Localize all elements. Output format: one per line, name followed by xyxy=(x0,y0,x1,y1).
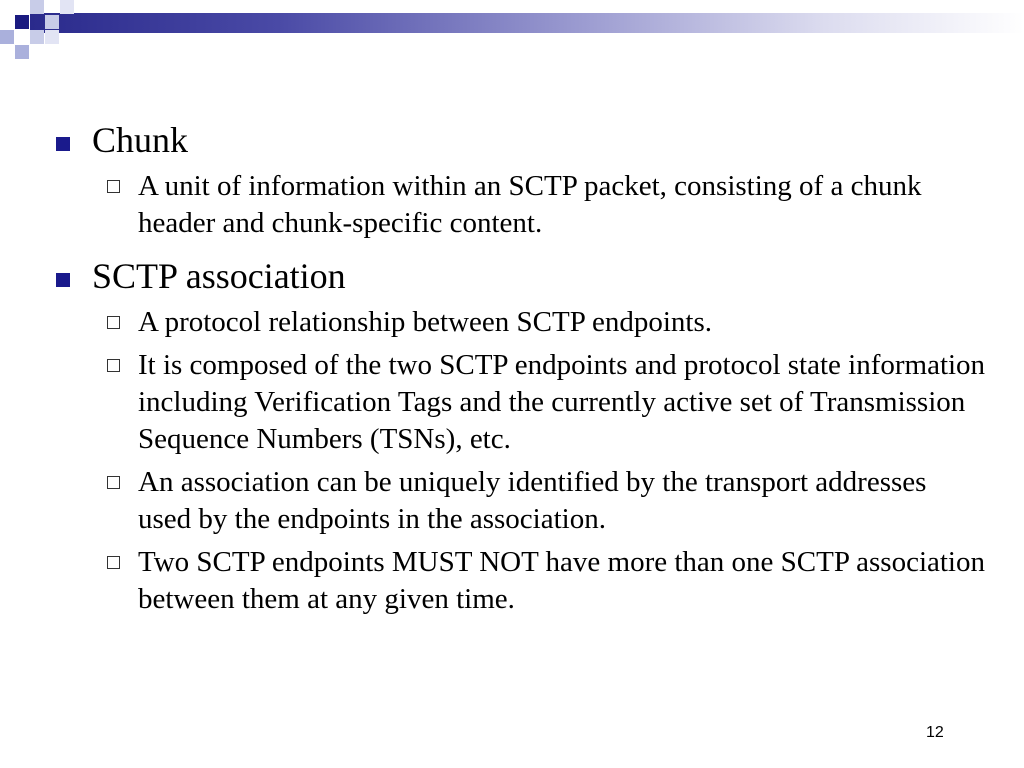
hollow-square-bullet-icon xyxy=(107,180,120,193)
decorative-square xyxy=(30,30,44,44)
square-bullet-icon xyxy=(56,137,70,151)
sub-bullet-item xyxy=(107,304,986,341)
decorative-square xyxy=(60,0,74,14)
bullet-label: Chunk xyxy=(92,120,189,160)
sub-bullet-text: An association can be uniquely identified by the transport addresses used by the endpoints in the association. xyxy=(138,466,927,535)
sub-bullet-text: A unit of information within an SCTP packet, consisting of a chunk header and chunk-specific content. xyxy=(138,170,922,239)
sub-bullet-item xyxy=(107,168,986,242)
decorative-square xyxy=(15,15,29,29)
sub-bullet-item xyxy=(107,544,986,618)
sub-bullet-item xyxy=(107,347,986,458)
decorative-square xyxy=(45,30,59,44)
hollow-square-bullet-icon xyxy=(107,316,120,329)
decorative-square xyxy=(45,15,59,29)
bullet-label: SCTP association xyxy=(92,256,346,296)
decorative-square xyxy=(30,0,44,14)
slide-content xyxy=(56,112,986,618)
bullet-item xyxy=(56,254,986,298)
sub-bullet-text: Two SCTP endpoints MUST NOT have more than one SCTP association between them at any given time. xyxy=(138,546,985,615)
header-gradient-bar xyxy=(30,13,1024,33)
bullet-item xyxy=(56,118,986,162)
hollow-square-bullet-icon xyxy=(107,476,120,489)
decorative-square xyxy=(15,45,29,59)
hollow-square-bullet-icon xyxy=(107,359,120,372)
decorative-square xyxy=(0,30,14,44)
sub-bullet-text: A protocol relationship between SCTP endpoints. xyxy=(138,306,713,338)
square-bullet-icon xyxy=(56,273,70,287)
hollow-square-bullet-icon xyxy=(107,556,120,569)
sub-bullet-item xyxy=(107,464,986,538)
page-number: 12 xyxy=(926,724,944,741)
sub-bullet-text: It is composed of the two SCTP endpoints and protocol state information including Verification Tags and the currently active set of Transmission Sequence Numbers (TSNs), etc. xyxy=(138,349,986,455)
